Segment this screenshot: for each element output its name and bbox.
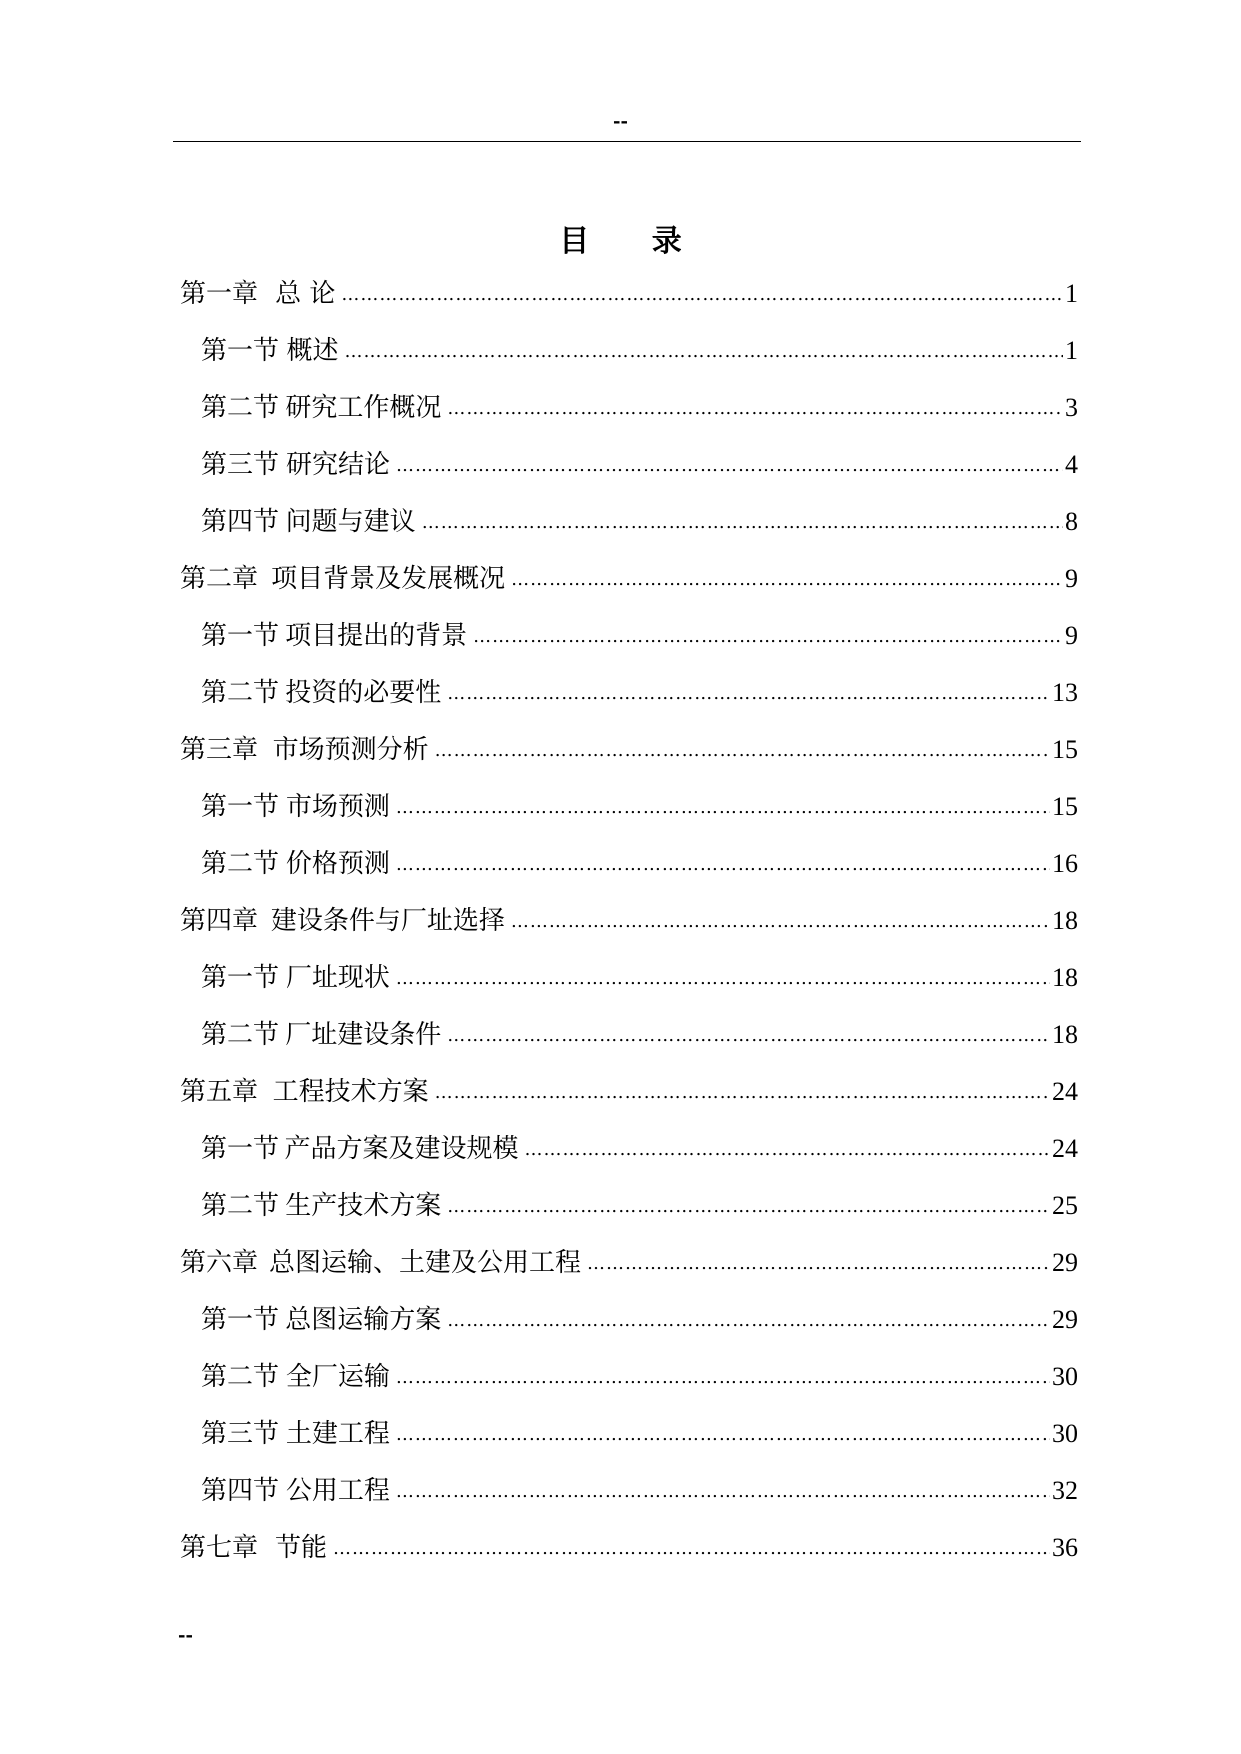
- toc-chapter-entry[interactable]: [180, 1240, 1078, 1297]
- toc-section-entry[interactable]: [180, 841, 1078, 898]
- toc-section-entry[interactable]: [180, 499, 1078, 556]
- toc-page-number: 15: [1052, 792, 1078, 821]
- toc-entry-title: 工程技术方案: [272, 1077, 429, 1107]
- toc-page-number: 1: [1065, 336, 1078, 365]
- toc-page-number: 9: [1065, 564, 1078, 593]
- toc-entry-number: 第二节: [201, 393, 280, 423]
- toc-dot-leader: [396, 1412, 1050, 1458]
- toc-page-number: 4: [1065, 450, 1078, 479]
- table-of-contents: [180, 271, 1078, 1582]
- toc-section-entry[interactable]: [180, 784, 1078, 841]
- toc-entry-number: 第二节: [201, 1362, 280, 1392]
- toc-section-entry[interactable]: [180, 1297, 1078, 1354]
- toc-section-entry[interactable]: [180, 1354, 1078, 1411]
- toc-entry-title: 全厂运输: [285, 1362, 390, 1392]
- toc-dot-leader: [447, 1184, 1050, 1230]
- toc-entry-title: 价格预测: [285, 849, 390, 879]
- toc-entry-number: 第五章: [180, 1077, 259, 1107]
- toc-entry-title: 投资的必要性: [285, 678, 442, 708]
- toc-entry-number: 第二节: [201, 678, 280, 708]
- toc-entry-number: 第六章: [180, 1248, 259, 1278]
- toc-entry-title: 建设条件与厂址选择: [270, 906, 505, 936]
- toc-dot-leader: [396, 956, 1050, 1002]
- toc-entry-number: 第三节: [201, 1419, 280, 1449]
- page-header-mark: --: [613, 111, 628, 132]
- toc-dot-leader: [447, 671, 1050, 717]
- toc-page-number: 16: [1052, 849, 1078, 878]
- toc-entry-number: 第一节: [201, 963, 280, 993]
- toc-chapter-entry[interactable]: [180, 271, 1078, 328]
- toc-entry-number: 第一节: [201, 336, 280, 366]
- toc-page-number: 8: [1065, 507, 1078, 536]
- toc-section-entry[interactable]: [180, 670, 1078, 727]
- toc-entry-number: 第四章: [180, 906, 259, 936]
- toc-entry-title: 产品方案及建设规模: [284, 1134, 519, 1164]
- toc-section-entry[interactable]: [180, 328, 1078, 385]
- toc-section-entry[interactable]: [180, 442, 1078, 499]
- toc-dot-leader: [396, 443, 1063, 489]
- toc-page-number: 24: [1052, 1077, 1078, 1106]
- toc-page-number: 25: [1052, 1191, 1078, 1220]
- toc-dot-leader: [396, 842, 1050, 888]
- toc-section-entry[interactable]: [180, 613, 1078, 670]
- toc-chapter-entry[interactable]: [180, 556, 1078, 613]
- toc-entry-number: 第一节: [201, 1134, 280, 1164]
- toc-entry-number: 第四节: [201, 507, 280, 537]
- toc-chapter-entry[interactable]: [180, 727, 1078, 784]
- toc-dot-leader: [435, 1070, 1050, 1116]
- toc-entry-number: 第四节: [201, 1476, 280, 1506]
- toc-dot-leader: [341, 272, 1063, 318]
- toc-page-number: 3: [1065, 393, 1078, 422]
- toc-section-entry[interactable]: [180, 1126, 1078, 1183]
- toc-section-entry[interactable]: [180, 1183, 1078, 1240]
- toc-entry-title: 项目背景及发展概况: [271, 564, 506, 594]
- toc-section-entry[interactable]: [180, 955, 1078, 1012]
- toc-dot-leader: [435, 728, 1050, 774]
- toc-entry-title: 项目提出的背景: [285, 621, 468, 651]
- toc-page-number: 1: [1065, 279, 1078, 308]
- toc-entry-number: 第三节: [201, 450, 280, 480]
- toc-dot-leader: [587, 1241, 1050, 1287]
- toc-dot-leader: [447, 1298, 1050, 1344]
- toc-page-number: 18: [1052, 906, 1078, 935]
- toc-entry-number: 第二节: [201, 1191, 280, 1221]
- toc-entry-number: 第二章: [180, 564, 259, 594]
- toc-section-entry[interactable]: [180, 1012, 1078, 1069]
- toc-section-entry[interactable]: [180, 385, 1078, 442]
- toc-page-number: 9: [1065, 621, 1078, 650]
- toc-entry-title: 总图运输方案: [285, 1305, 442, 1335]
- toc-section-entry[interactable]: [180, 1411, 1078, 1468]
- toc-page-number: 24: [1052, 1134, 1078, 1163]
- toc-dot-leader: [396, 1469, 1050, 1515]
- toc-entry-number: 第一节: [201, 792, 280, 822]
- toc-entry-number: 第七章: [180, 1533, 259, 1563]
- toc-chapter-entry[interactable]: [180, 1069, 1078, 1126]
- toc-section-entry[interactable]: [180, 1468, 1078, 1525]
- toc-page-number: 32: [1052, 1476, 1078, 1505]
- toc-entry-number: 第一节: [201, 1305, 280, 1335]
- toc-entry-number: 第一章: [180, 279, 259, 309]
- toc-entry-number: 第三章: [180, 735, 259, 765]
- toc-entry-title: 市场预测分析: [272, 735, 429, 765]
- toc-entry-title: 研究工作概况: [285, 393, 442, 423]
- toc-dot-leader: [396, 785, 1050, 831]
- toc-entry-title: 概述: [286, 336, 339, 366]
- toc-page-number: 29: [1052, 1248, 1078, 1277]
- toc-entry-number: 第二节: [201, 849, 280, 879]
- toc-dot-leader: [524, 1127, 1050, 1173]
- toc-dot-leader: [333, 1526, 1050, 1572]
- toc-entry-title: 节能: [275, 1533, 328, 1563]
- toc-entry-title: 厂址建设条件: [285, 1020, 442, 1050]
- toc-entry-title: 公用工程: [285, 1476, 390, 1506]
- toc-entry-title: 厂址现状: [285, 963, 390, 993]
- toc-chapter-entry[interactable]: [180, 1525, 1078, 1582]
- toc-page-number: 18: [1052, 963, 1078, 992]
- toc-dot-leader: [473, 614, 1063, 660]
- toc-page-number: 18: [1052, 1020, 1078, 1049]
- toc-chapter-entry[interactable]: [180, 898, 1078, 955]
- toc-entry-title: 研究结论: [285, 450, 390, 480]
- toc-page-number: 30: [1052, 1362, 1078, 1391]
- toc-entry-title: 土建工程: [285, 1419, 390, 1449]
- toc-dot-leader: [344, 329, 1063, 375]
- toc-dot-leader: [396, 1355, 1050, 1401]
- toc-entry-title: 问题与建议: [285, 507, 416, 537]
- toc-entry-title: 总 论: [275, 279, 336, 309]
- toc-entry-number: 第一节: [201, 621, 280, 651]
- toc-page-number: 15: [1052, 735, 1078, 764]
- toc-page-number: 29: [1052, 1305, 1078, 1334]
- toc-dot-leader: [447, 1013, 1050, 1059]
- page-footer-mark: --: [178, 1625, 193, 1646]
- toc-title: 目 录: [559, 224, 708, 259]
- toc-entry-title: 总图运输、土建及公用工程: [269, 1248, 582, 1278]
- toc-entry-number: 第二节: [201, 1020, 280, 1050]
- toc-dot-leader: [511, 557, 1063, 603]
- toc-dot-leader: [511, 899, 1050, 945]
- toc-entry-title: 生产技术方案: [285, 1191, 442, 1221]
- header-rule: [173, 141, 1081, 142]
- toc-page-number: 30: [1052, 1419, 1078, 1448]
- toc-page-number: 13: [1052, 678, 1078, 707]
- toc-page-number: 36: [1052, 1533, 1078, 1562]
- toc-entry-title: 市场预测: [285, 792, 390, 822]
- toc-dot-leader: [422, 500, 1063, 546]
- toc-dot-leader: [447, 386, 1063, 432]
